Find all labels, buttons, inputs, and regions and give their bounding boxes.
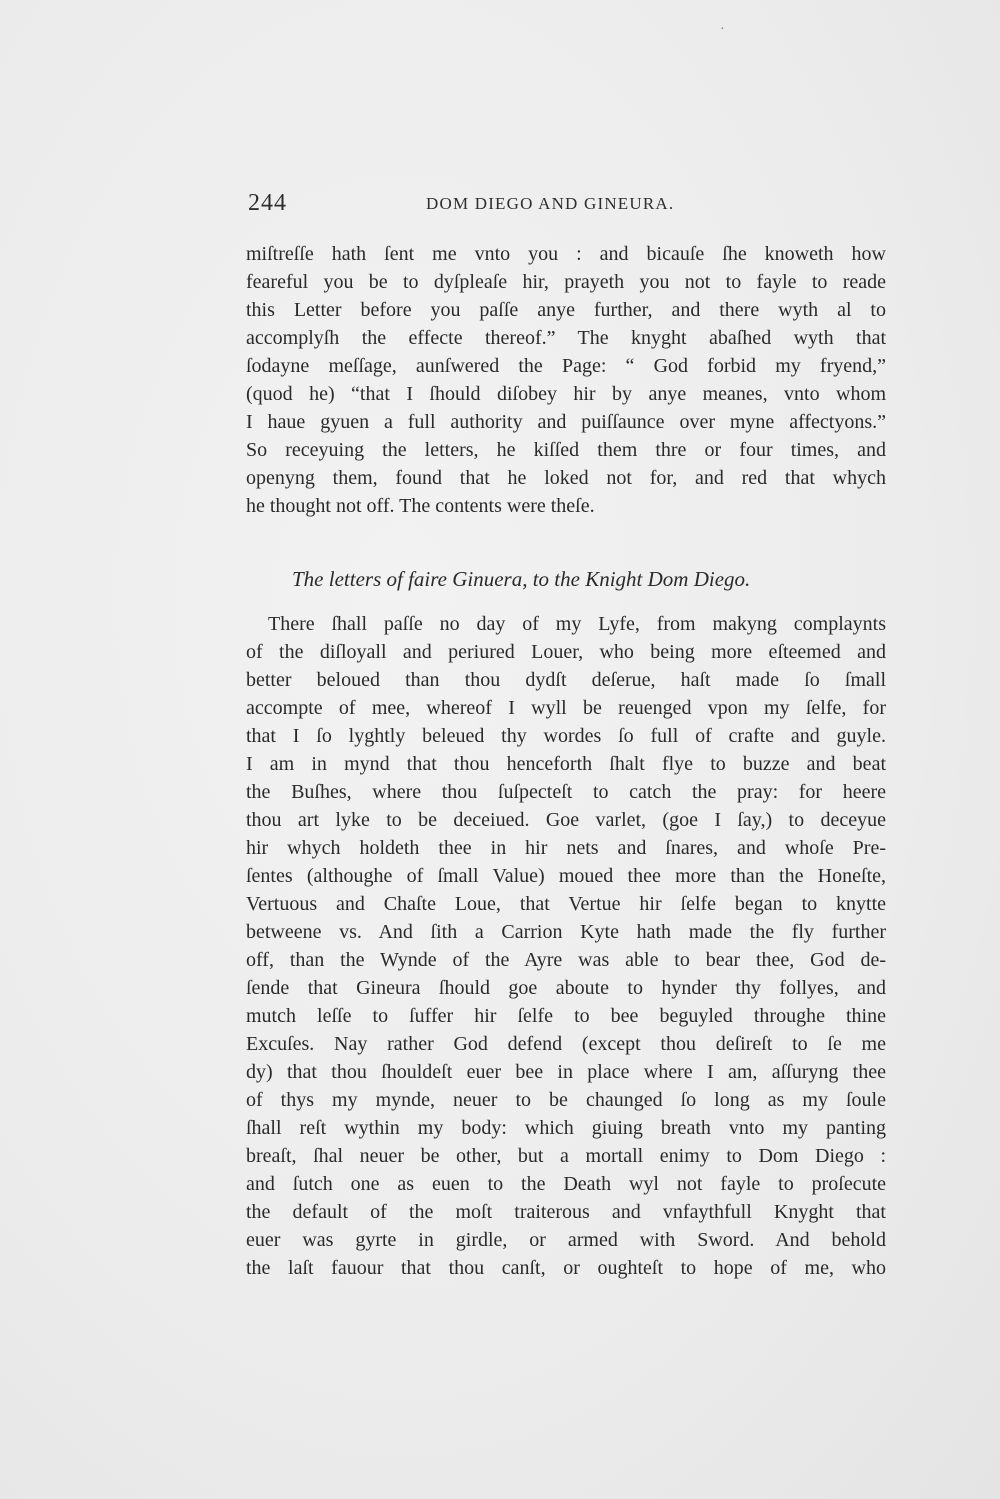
text-line: he thought not off. The contents were theſe. bbox=[246, 495, 595, 517]
text-line: and ſutch one as euen to the Death wyl not fayle to proſecute bbox=[246, 1173, 886, 1195]
text-line: I haue gyuen a full authority and puiſſaunce over myne affectyons.” bbox=[246, 411, 886, 433]
text-line: better beloued than thou dydſt deſerue, haſt made ſo ſmall bbox=[246, 669, 886, 691]
body-text bbox=[246, 240, 886, 1282]
text-line: breaſt, ſhal neuer be other, but a mortall enimy to Dom Diego : bbox=[246, 1145, 886, 1167]
text-line: the default of the moſt traiterous and vnfaythfull Knyght that bbox=[246, 1201, 886, 1223]
paragraph-1 bbox=[246, 240, 886, 520]
text-line: hir whych holdeth thee in hir nets and ſnares, and whoſe Pre- bbox=[246, 837, 886, 859]
page-number: 244 bbox=[248, 190, 287, 216]
text-line: ſodayne meſſage, aunſwered the Page: “ God forbid my fryend,” bbox=[246, 355, 886, 377]
text-line: of the diſloyall and periured Louer, who being more eſteemed and bbox=[246, 641, 886, 663]
text-line: the laſt fauour that thou canſt, or oughteſt to hope of me, who bbox=[246, 1257, 886, 1279]
text-line: mutch leſſe to ſuffer hir ſelfe to bee beguyled throughe thine bbox=[246, 1005, 886, 1027]
stray-mark: · bbox=[720, 22, 725, 37]
text-line: ſentes (althoughe of ſmall Value) moued thee more than the Honeſte, bbox=[246, 865, 886, 887]
text-line: dy) that thou ſhouldeſt euer bee in place where I am, aſſuryng thee bbox=[246, 1061, 886, 1083]
text-line: this Letter before you paſſe anye further, and there wyth al to bbox=[246, 299, 886, 321]
text-line: openyng them, found that he loked not for, and red that whych bbox=[246, 467, 886, 489]
page-header bbox=[248, 190, 888, 226]
letter-heading: The letters of faire Ginuera, to the Knight Dom Diego. bbox=[292, 567, 751, 591]
text-line: ſende that Gineura ſhould goe aboute to hynder thy follyes, and bbox=[246, 977, 886, 999]
text-line: ſhall reſt wythin my body: which giuing breath vnto my panting bbox=[246, 1117, 886, 1139]
text-line: off, than the Wynde of the Ayre was able to bear thee, God de- bbox=[246, 949, 886, 971]
text-line: of thys my mynde, neuer to be chaunged ſo long as my ſoule bbox=[246, 1089, 886, 1111]
text-line: Vertuous and Chaſte Loue, that Vertue hir ſelfe began to knytte bbox=[246, 893, 886, 915]
running-title: DOM DIEGO AND GINEURA. bbox=[426, 194, 675, 213]
text-line: feareful you be to dyſpleaſe hir, prayeth you not to fayle to reade bbox=[246, 271, 886, 293]
text-line: accomplyſh the effecte thereof.” The knyght abaſhed wyth that bbox=[246, 327, 886, 349]
paragraph-2 bbox=[246, 610, 886, 1282]
text-line: betweene vs. And ſith a Carrion Kyte hath made the fly further bbox=[246, 921, 886, 943]
text-line: miſtreſſe hath ſent me vnto you : and bicauſe ſhe knoweth how bbox=[246, 243, 886, 265]
text-line: There ſhall paſſe no day of my Lyfe, from makyng complaynts bbox=[268, 613, 886, 635]
text-line: that I ſo lyghtly beleued thy wordes ſo full of crafte and guyle. bbox=[246, 725, 886, 747]
text-line: Excuſes. Nay rather God defend (except thou deſireſt to ſe me bbox=[246, 1033, 886, 1055]
text-line: I am in mynd that thou henceforth ſhalt flye to buzze and beat bbox=[246, 753, 886, 775]
text-line: euer was gyrte in girdle, or armed with Sword. And behold bbox=[246, 1229, 886, 1251]
text-line: (quod he) “that I ſhould diſobey hir by anye meanes, vnto whom bbox=[246, 383, 886, 405]
text-line: So receyuing the letters, he kiſſed them thre or four times, and bbox=[246, 439, 886, 461]
text-line: thou art lyke to be deceiued. Goe varlet, (goe I ſay,) to deceyue bbox=[246, 809, 886, 831]
text-line: the Buſhes, where thou ſuſpecteſt to catch the pray: for heere bbox=[246, 781, 886, 803]
text-line: accompte of mee, whereof I wyll be reuenged vpon my ſelfe, for bbox=[246, 697, 886, 719]
